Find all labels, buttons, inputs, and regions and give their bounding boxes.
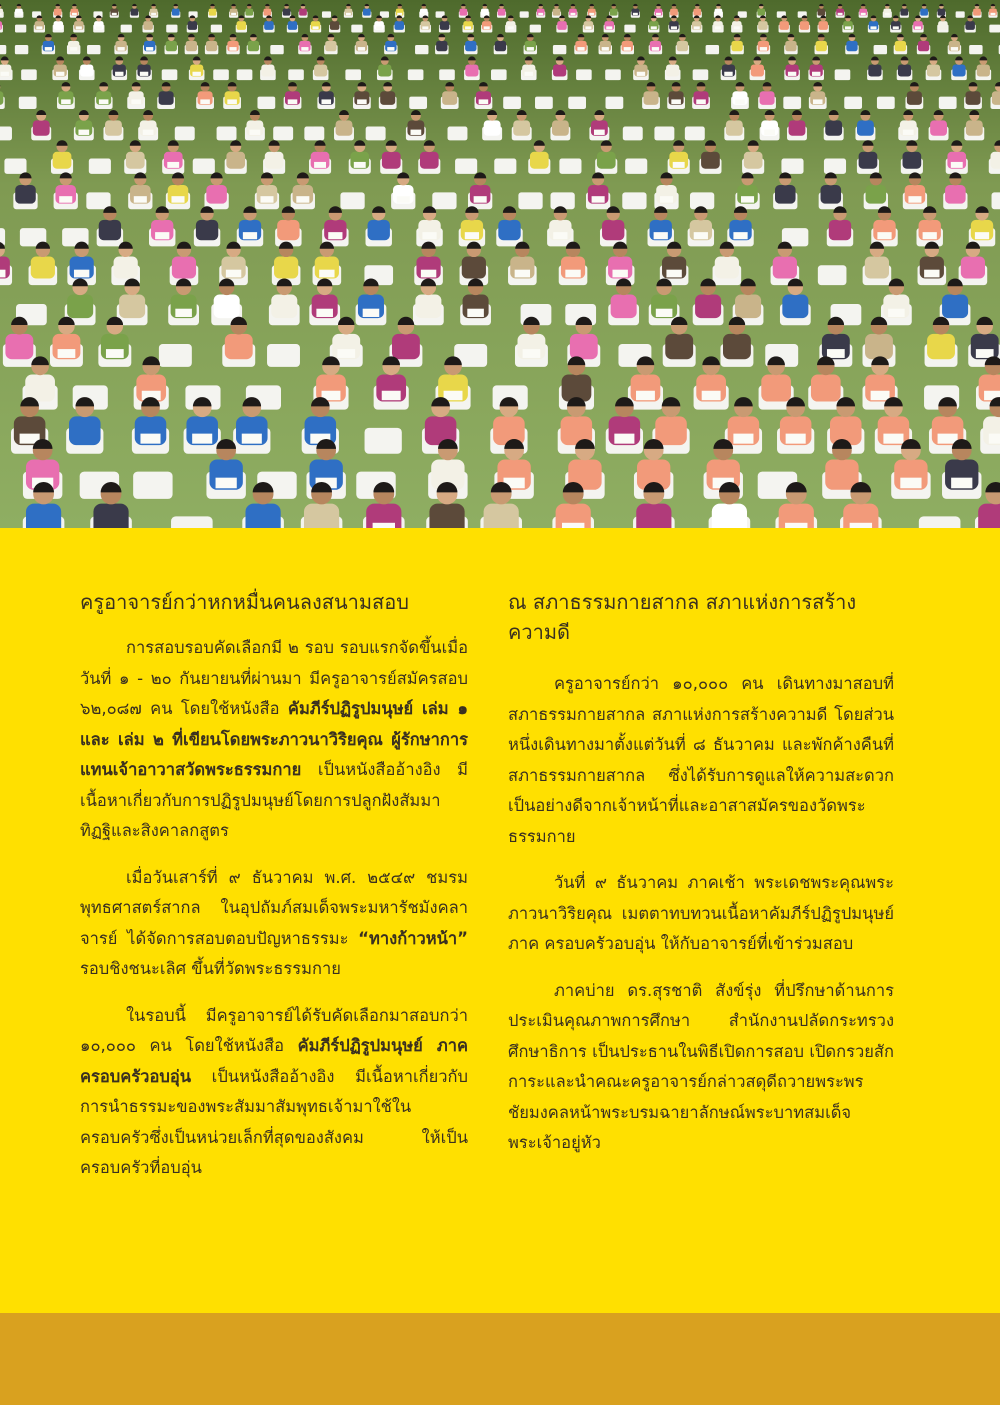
- crowd-photo: [0, 0, 1000, 528]
- footer-band: [0, 1313, 1000, 1405]
- crowd-photo-image: [0, 0, 1000, 528]
- text-run: รอบชิงชนะเลิศ ขึ้นที่วัดพระธรรมกาย: [80, 959, 341, 978]
- right-heading: ณ สภาธรรมกายสากล สภาแห่งการสร้างความดี: [508, 590, 857, 644]
- text-run: ในรอบนี้ มีครูอาจารย์ได้รับคัดเลือกมาสอบกว่า ๑๐,๐๐๐ คน โดยใช้หนังสือ: [80, 1005, 468, 1055]
- book-title-bold: คัมภีร์ปฏิรูปมนุษย์ ภาค ครอบครัวอบอุ่น: [80, 1036, 468, 1086]
- text-run: เป็นหนังสืออ้างอิง มีเนื้อหาเกี่ยวกับการปฏิรูปมนุษย์โดยการปลูกฝังสัมมาทิฏฐิและสิงคาลกสูตร: [80, 760, 468, 840]
- text-run: เป็นหนังสืออ้างอิง มีเนื้อหาเกี่ยวกับการนำธรรมะของพระสัมมาสัมพุทธเจ้ามาใช้ในครอบครัวซึ่งเป็นหน่วยเล็กที่สุดของสังคม ให้เป็นครอบครัวที่อบอุ่น: [80, 1066, 468, 1177]
- right-paragraph-2: วันที่ ๙ ธันวาคม ภาคเช้า พระเดชพระคุณพระภาวนาวิริยคุณ เมตตาทบทวนเนื้อหาคัมภีร์ปฏิรูปมนุษย์ ภาค ครอบครัวอบอุ่น ให้กับอาจารย์ที่เข้าร่วมสอบ: [508, 873, 894, 953]
- right-column: [508, 587, 894, 1175]
- left-paragraph-2: [80, 863, 468, 985]
- event-name-bold: “ทางก้าวหน้า”: [358, 928, 468, 948]
- left-column: [80, 587, 468, 1200]
- right-paragraph-1: ครูอาจารย์กว่า ๑๐,๐๐๐ คน เดินทางมาสอบที่สภาธรรมกายสากล สภาแห่งการสร้างความดี โดยส่วนหนึ่งเดินทางมาตั้งแต่วันที่ ๘ ธันวาคม และพักค้างคืนที่สภาธรรมกายสากล ซึ่งได้รับการดูแลให้ความสะดวกเป็นอย่างดีจากเจ้าหน้าที่และอาสาสมัครของวัดพระธรรมกาย: [508, 674, 894, 846]
- left-heading: ครูอาจารย์กว่าหกหมื่นคนลงสนามสอบ: [80, 590, 409, 614]
- book-title-bold: คัมภีร์ปฏิรูปมนุษย์ เล่ม ๑ และ เล่ม ๒ ที่เขียนโดยพระภาวนาวิริยคุณ ผู้รักษาการแทนเจ้าอาวาสวัดพระธรรมกาย: [80, 699, 468, 779]
- text-run: การสอบรอบคัดเลือกมี ๒ รอบ รอบแรกจัดขึ้นเมื่อวันที่ ๑ - ๒๐ กันยายนที่ผ่านมา มีครูอาจารย์สมัครสอบ ๖๒,๐๘๗ คน โดยใช้หนังสือ: [80, 638, 468, 718]
- left-paragraph-3: [80, 1001, 468, 1184]
- right-paragraph-3: ภาคบ่าย ดร.สุรชาติ สังข์รุ่ง ที่ปรึกษาด้านการประเมินคุณภาพการศึกษา สำนักงานปลัดกระทรวงศึกษาธิการ เป็นประธานในพิธีเปิดการสอบ เปิดกรวยสักการะและนำคณะครูอาจารย์กล่าวสดุดีถวายพระพรชัยมงคลหน้าพระบรมฉายาลักษณ์พระบาทสมเด็จพระเจ้าอยู่หัว: [508, 980, 894, 1152]
- left-paragraph-1: [80, 633, 468, 847]
- text-run: เมื่อวันเสาร์ที่ ๙ ธันวาคม พ.ศ. ๒๕๔๙ ชมรมพุทธศาสตร์สากล ในอุปถัมภ์สมเด็จพระมหารัชมังคลาจารย์ ได้จัดการสอบตอบปัญหาธรรมะ: [80, 867, 468, 948]
